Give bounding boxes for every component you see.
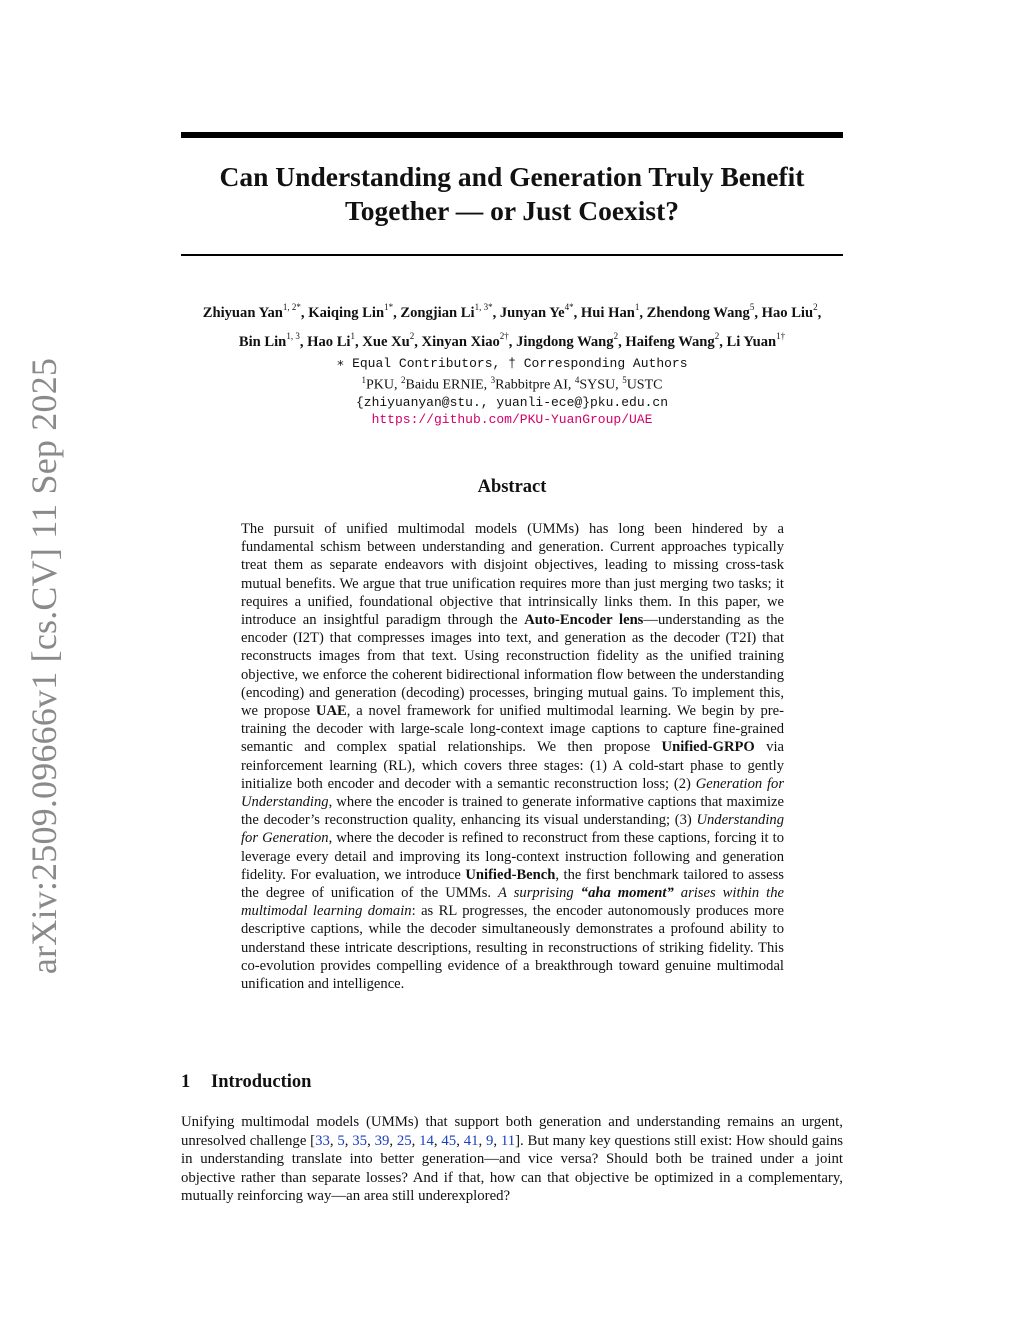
author: Hao Li$^1$ xyxy=(307,330,355,350)
author: Bin Lin$^{1, 3}$ xyxy=(238,330,300,350)
abstract-heading: Abstract xyxy=(477,477,547,497)
author: Haifeng Wang$^2$ xyxy=(625,330,720,350)
title-rule-top xyxy=(181,132,843,138)
author: Junyan $Ye^{4*}$ xyxy=(499,302,574,321)
citation-link[interactable]: 41 xyxy=(463,1132,479,1149)
citation-link[interactable]: 25 xyxy=(396,1132,412,1149)
introduction-paragraph: Unifying multimodal models (UMMs) that support both generation and understanding remains an urgent, unresolved challenge [33, 5, 35, 39, 25, 14, 45, 41, 9, 11]. But many key questions still exist: How should gains in understanding translate into better generation—and vice versa? Should both be trained under a joint objective rather than separate losses? And if that, how can that objective be optimized in a complementary, mutually reinforcing way—an area still underexplored? xyxy=(181,1114,843,1205)
paper-title xyxy=(181,160,843,228)
section-heading-introduction: 1 Introduction xyxy=(181,1072,312,1092)
paper-title-line-2: Together — or Just Coexist? xyxy=(344,195,680,226)
author: Hao Liu$^2$ xyxy=(761,302,818,321)
citation-link[interactable]: 11 xyxy=(500,1132,516,1149)
repo-link[interactable]: https://github.com/PKU-YuanGroup/UAE xyxy=(371,411,653,427)
citation-link[interactable]: 35 xyxy=(352,1132,368,1149)
citation-link[interactable]: 39 xyxy=(374,1132,390,1149)
author: Li Yuan$^{1\dagger}$ xyxy=(726,330,786,350)
citation-link[interactable]: 5 xyxy=(337,1132,345,1149)
author: Jingdong Wang$^2$ xyxy=(516,330,619,350)
arxiv-sidebar-stamp: arXiv:2509.09666v1 [cs.CV] 11 Sep 2025 xyxy=(24,357,64,975)
contact-emails: {zhiyuanyan@stu., yuanli-ece@}pku.edu.cn xyxy=(355,394,669,410)
author-list: Zhiyuan Yan$^{1, 2*}$, Kaiqing Lin$^{1*}$, Zongjian $Li^{1, 3*}$, Junyan $Ye^{4*}$, Hui Han$^1$, Zhendong Wang$^5$, Hao Liu$^2$, Bin Lin$^{1, 3}$, Hao Li$^1$, Xue Xu$^2$, Xinyan Xiao$^{2\dagger}$, Jingdong Wang$^2$, Haifeng Wang$^2$, Li Yuan$^{1\dagger}$ xyxy=(202,302,822,350)
citation-link[interactable]: 33 xyxy=(315,1132,330,1149)
affiliation-list: $^1$PKU, $^2$Baidu ERNIE, $^3$Rabbitpre AI, $^4$SYSU, $^5$USTC xyxy=(361,375,663,393)
affiliations-block xyxy=(181,355,843,428)
paper-title-line-1: Can Understanding and Generation Truly Benefit xyxy=(219,161,805,192)
author: Xue Xu$^2$ xyxy=(362,330,415,350)
citation-link[interactable]: 9 xyxy=(485,1132,494,1149)
author: Zhendong Wang$^5$ xyxy=(646,302,755,321)
author: Zhiyuan Yan$^{1, 2*}$ xyxy=(202,302,301,321)
citation-link[interactable]: 14 xyxy=(419,1132,434,1149)
abstract-body: The pursuit of unified multimodal models (UMMs) has long been hindered by a fundamental schism between understanding and generation. Current approaches typically treat them as separate endeavors with disjoint objectives, leading to missing cross-task mutual benefits. We argue that true unification requires more than just merging two tasks; it requires a unified, foundational objective that intrinsically links them. In this paper, we introduce an insightful paradigm through the Auto-Encoder lens—understanding as the encoder (I2T) that compresses images into text, and generation as the decoder (T2I) that reconstructs images from that text. Using reconstruction fidelity as the unified training objective, we enforce the coherent bidirectional information flow between the understanding (encoding) and generation (decoding) processes, bringing mutual gains. To implement this, we propose UAE, a novel framework for unified multimodal learning. We begin by pre-training the decoder with large-scale long-context image captions to capture fine-grained semantic and complex spatial relationships. We then propose Unified-GRPO via reinforcement learning (RL), which covers three stages: (1) A cold-start phase to gently initialize both encoder and decoder with a semantic reconstruction loss; (2) Generation for Understanding, where the encoder is trained to generate informative captions that maximize the decoder’s reconstruction quality, enhancing its visual understanding; (3) Understanding for Generation, where the decoder is refined to reconstruct from these captions, forcing it to leverage every detail and improving its long-context instruction following and generation fidelity. For evaluation, we introduce Unified-Bench, the first benchmark tailored to assess the degree of unification of the UMMs. A surprising “aha moment” arises within the multimodal learning domain: as RL progresses, the encoder autonomously produces more descriptive captions, while the decoder simultaneously demonstrates a profound ability to understand these intricate descriptions, resulting in reconstructions of striking fidelity. This co-evolution provides compelling evidence of a breakthrough toward genuine multimodal unification and intelligence. xyxy=(241,521,785,993)
author: Zongjian $Li^{1, 3*}$ xyxy=(400,302,493,321)
author: Kaiqing Lin$^{1*}$ xyxy=(308,302,394,321)
contributor-note: ∗ Equal Contributors, † Corresponding Authors xyxy=(336,356,688,371)
author: Hui Han$^1$ xyxy=(580,302,640,321)
title-rule-bottom xyxy=(181,254,843,256)
author: Xinyan Xiao$^{2\dagger}$ xyxy=(421,330,509,350)
citation-link[interactable]: 45 xyxy=(441,1132,457,1149)
